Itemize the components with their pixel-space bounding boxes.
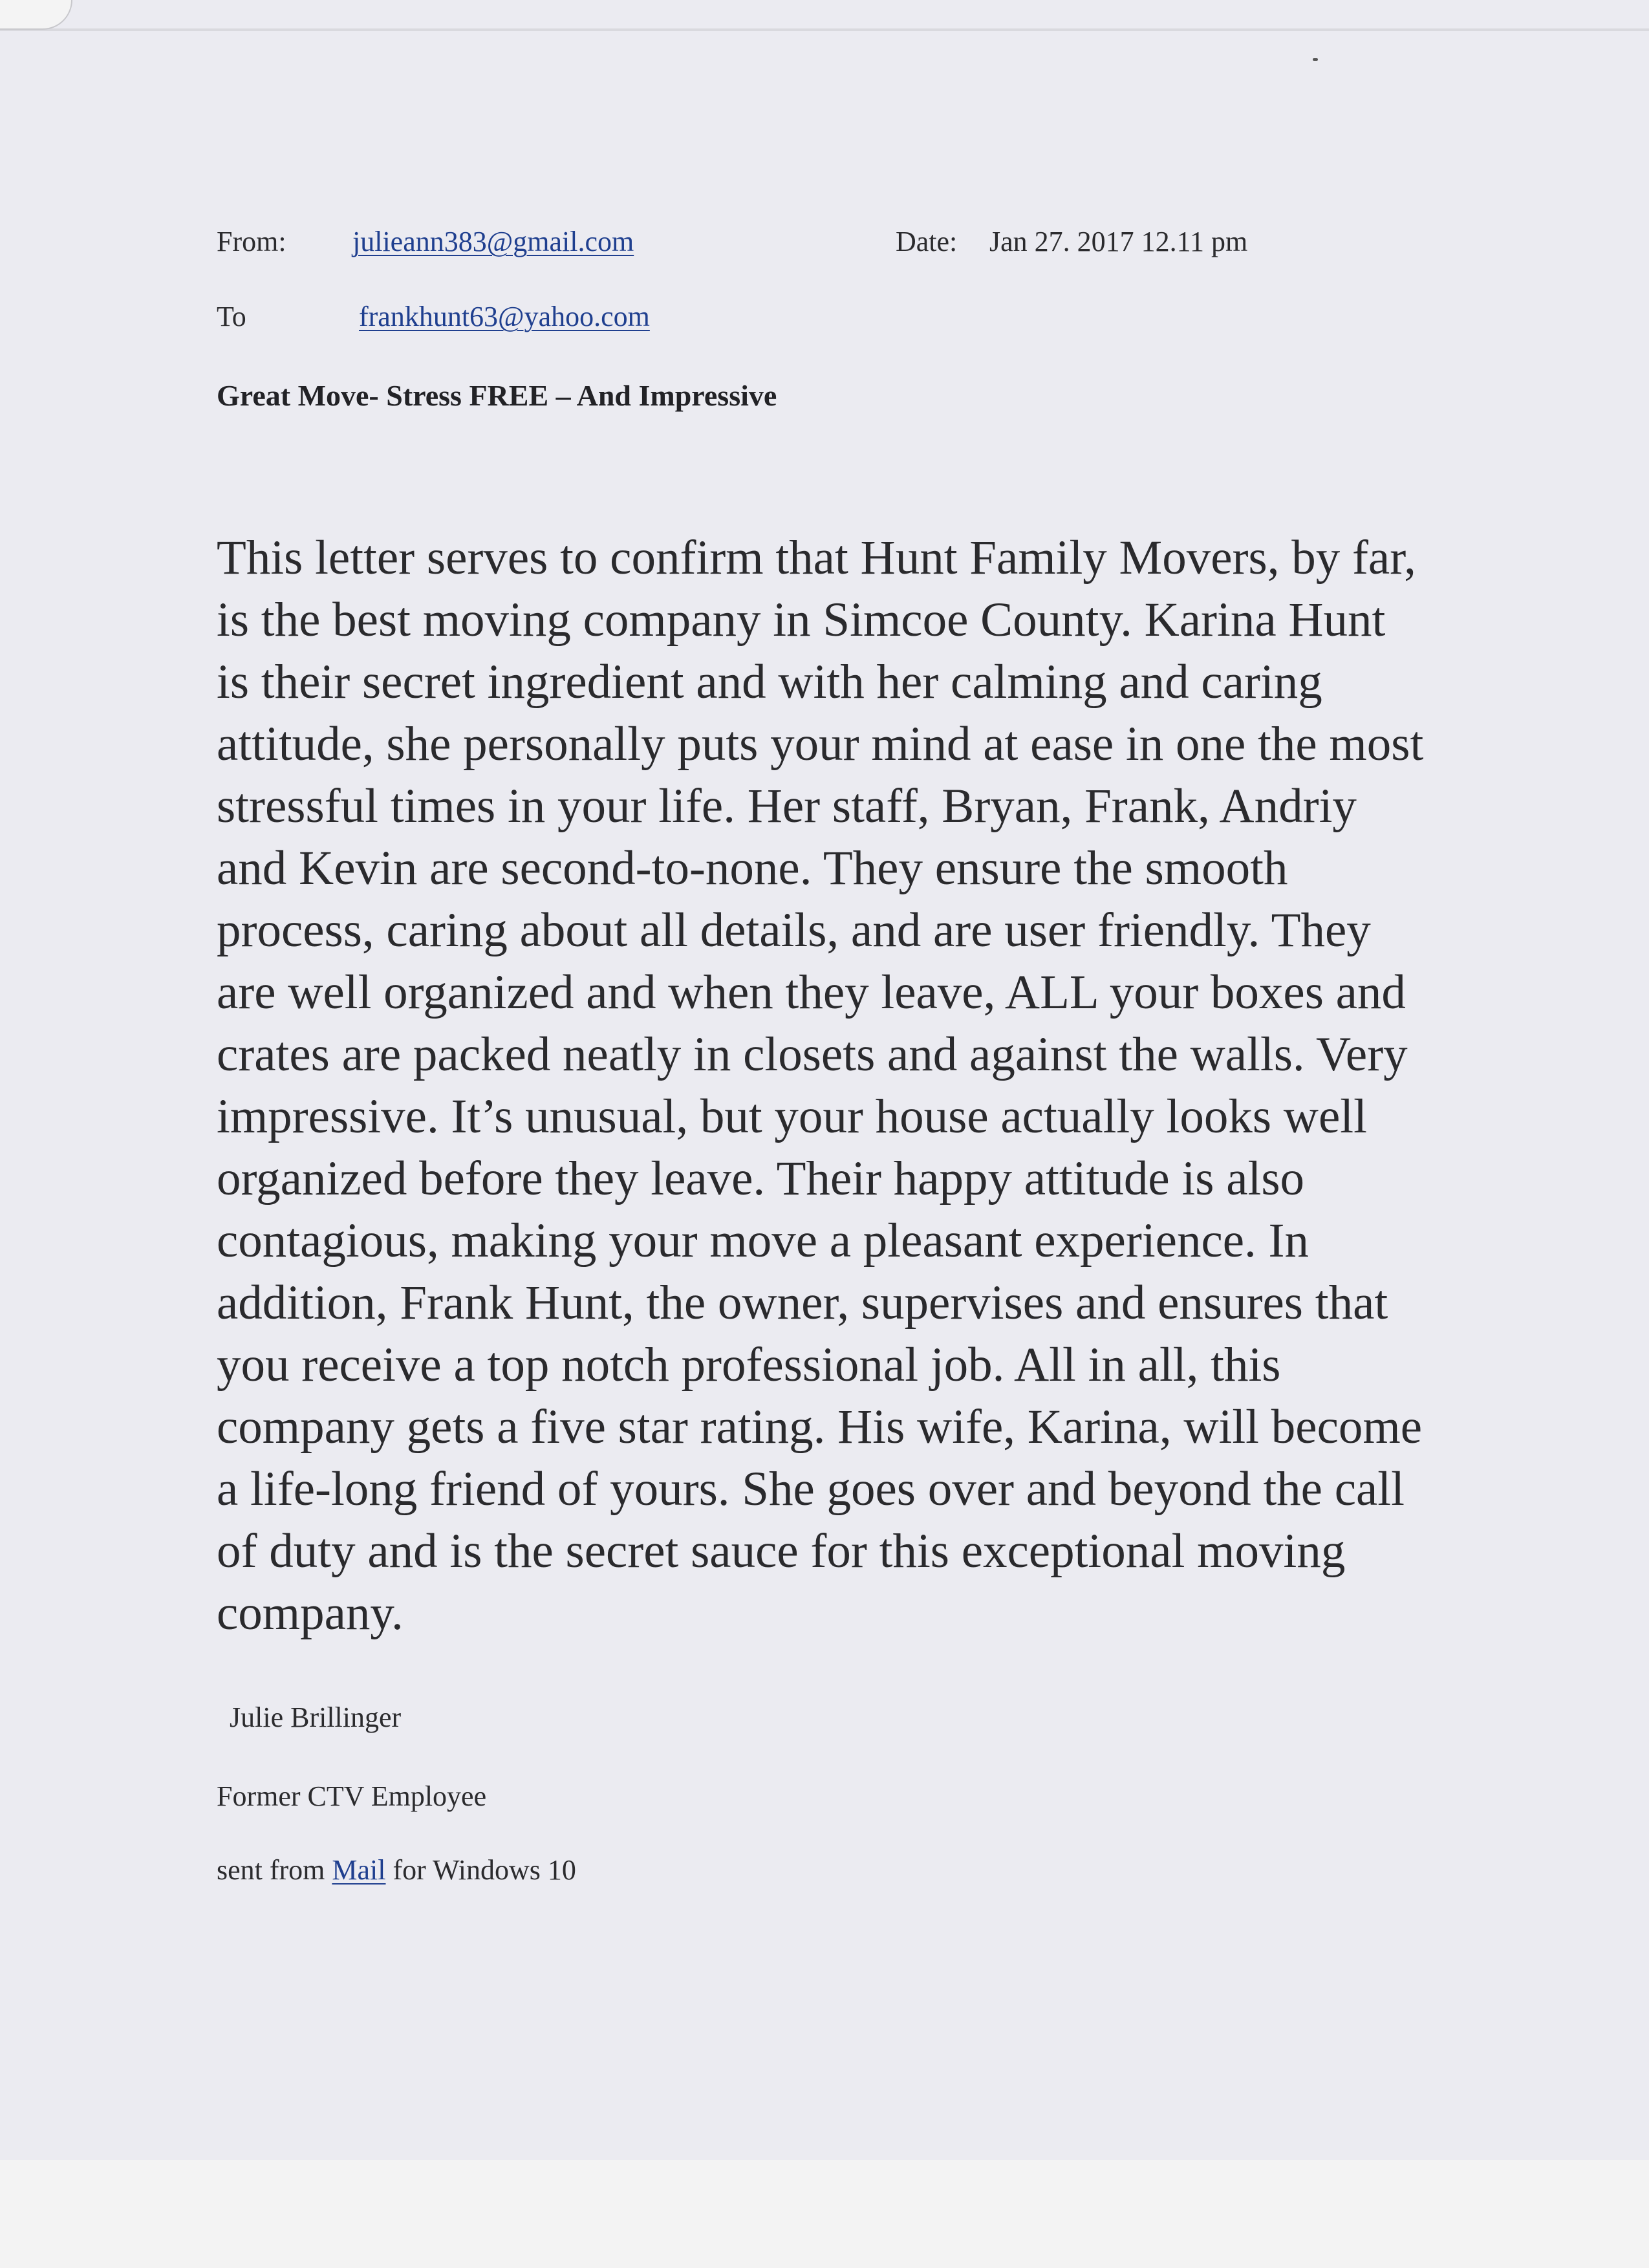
from-email-link[interactable]: julieann383@gmail.com: [352, 226, 634, 257]
body-line: organized before they leave. Their happy attitude is also: [217, 1152, 1305, 1205]
email-subject: Great Move- Stress FREE – And Impressive: [217, 379, 777, 412]
body-line: a life-long friend of yours. She goes over and beyond the call: [217, 1462, 1405, 1516]
scan-speck: [1313, 58, 1318, 61]
body-line: and Kevin are second-to-none. They ensure the smooth: [217, 841, 1288, 895]
mail-app-link[interactable]: Mail: [332, 1854, 386, 1886]
body-line: is the best moving company in Simcoe County. Karina Hunt: [217, 593, 1386, 647]
body-line: impressive. It’s unusual, but your house actually looks well: [217, 1090, 1367, 1143]
body-line: crates are packed neatly in closets and against the walls. Very: [217, 1028, 1408, 1081]
body-line: process, caring about all details, and are user friendly. They: [217, 903, 1371, 957]
body-line: are well organized and when they leave, ALL your boxes and: [217, 966, 1406, 1019]
body-line: This letter serves to confirm that Hunt Family Movers, by far,: [217, 531, 1416, 585]
date-label: Date:: [896, 226, 958, 257]
from-label: From:: [217, 226, 286, 257]
body-line: contagious, making your move a pleasant experience. In: [217, 1214, 1310, 1268]
sent-from-suffix: for Windows 10: [393, 1854, 576, 1886]
to-label: To: [217, 301, 246, 332]
to-email-link[interactable]: frankhunt63@yahoo.com: [359, 301, 650, 332]
sent-from-prefix: sent from: [217, 1854, 325, 1886]
sent-from-line: [217, 1853, 576, 1887]
date-value: Jan 27. 2017 12.11 pm: [989, 226, 1248, 257]
letter-body: [217, 527, 1588, 1645]
body-line: stressful times in your life. Her staff, Bryan, Frank, Andriy: [217, 779, 1357, 833]
body-line: company gets a five star rating. His wife, Karina, will become: [217, 1400, 1422, 1454]
scan-bottom-margin: [0, 2160, 1649, 2268]
body-line: is their secret ingredient and with her calming and caring: [217, 655, 1322, 709]
body-line: company.: [217, 1586, 404, 1640]
body-line: you receive a top notch professional job. All in all, this: [217, 1338, 1281, 1392]
body-line: attitude, she personally puts your mind at ease in one the most: [217, 717, 1424, 771]
signature-title: Former CTV Employee: [217, 1780, 487, 1812]
paper-top-edge: [0, 28, 1649, 31]
body-line: addition, Frank Hunt, the owner, supervises and ensures that: [217, 1276, 1388, 1330]
signature-name: Julie Brillinger: [230, 1701, 402, 1733]
body-line: of duty and is the secret sauce for this exceptional moving: [217, 1524, 1346, 1578]
